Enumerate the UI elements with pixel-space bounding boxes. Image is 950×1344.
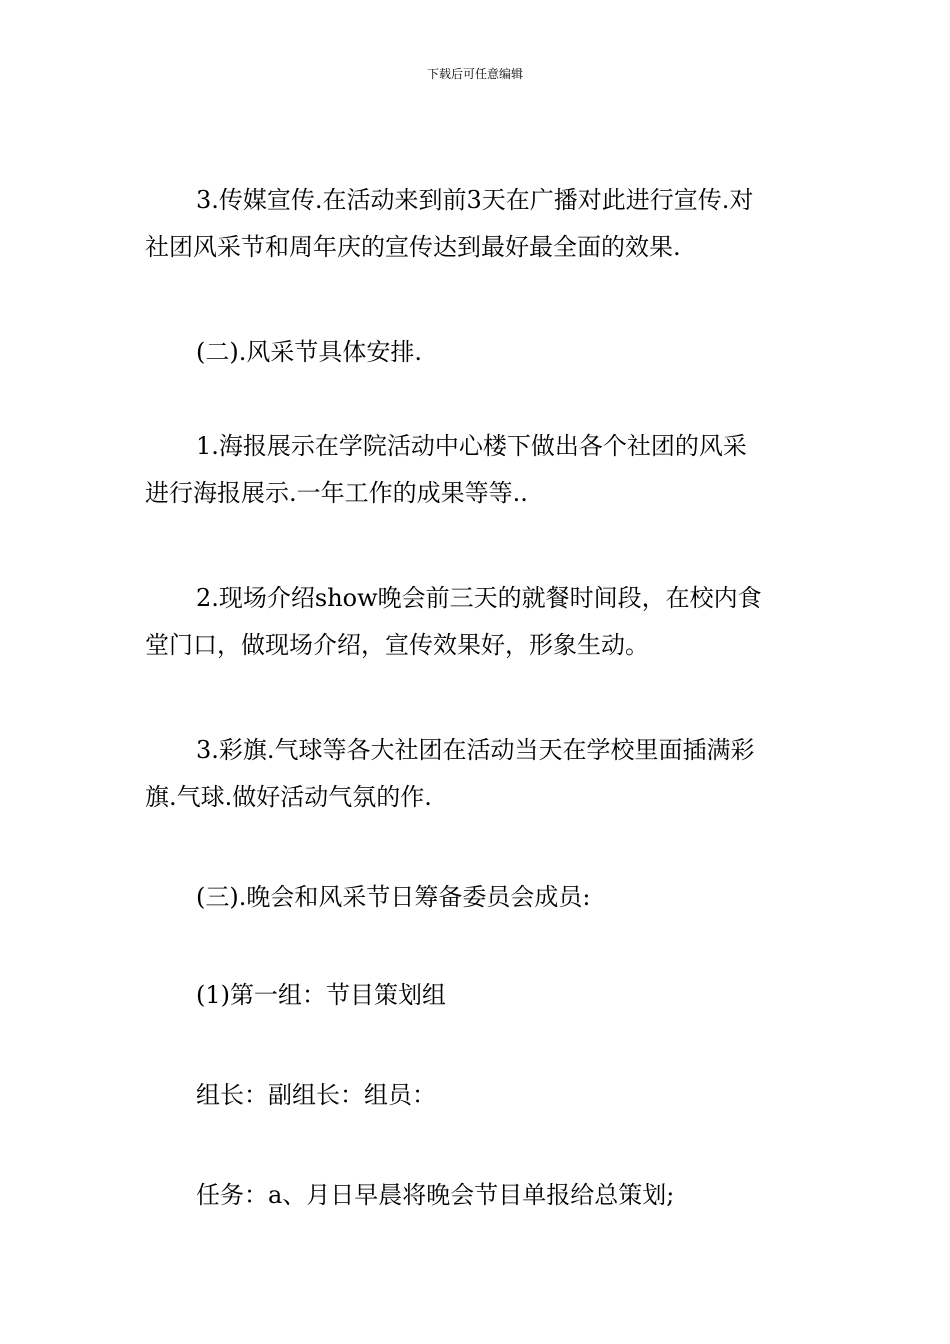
paragraph-line: (二).风采节具体安排. (196, 338, 422, 366)
paragraph-live-introduction (145, 575, 815, 669)
paragraph-line: 旗.气球.做好活动气氛的作. (145, 783, 432, 811)
paragraph-line: 任务：a、月日早晨将晚会节目单报给总策划; (196, 1181, 675, 1209)
paragraph-poster-display (145, 423, 815, 517)
paragraph-line: 进行海报展示.一年工作的成果等等.. (145, 479, 528, 507)
paragraph-flags-balloons (145, 727, 815, 821)
paragraph-line: 2.现场介绍show晚会前三天的就餐时间段，在校内食 (196, 584, 762, 612)
paragraph-line: 3.传媒宣传.在活动来到前3天在广播对此进行宣传.对 (196, 186, 754, 214)
page-header: 下载后可任意编辑 (426, 67, 523, 81)
group-members (145, 1072, 815, 1119)
paragraph-line: 堂门口，做现场介绍，宣传效果好，形象生动。 (145, 631, 649, 659)
paragraph-line: 社团风采节和周年庆的宣传达到最好最全面的效果. (145, 233, 681, 261)
group-task (145, 1172, 815, 1219)
paragraph-line: (三).晚会和风采节日筹备委员会成员: (196, 883, 591, 911)
paragraph-line: 1.海报展示在学院活动中心楼下做出各个社团的风采 (196, 432, 747, 460)
paragraph-line: (1)第一组：节目策划组 (196, 981, 446, 1009)
section-heading-committee (145, 874, 815, 921)
group-title-program-planning (145, 972, 815, 1019)
paragraph-line: 3.彩旗.气球等各大社团在活动当天在学校里面插满彩 (196, 736, 755, 764)
paragraph-media-promotion (145, 177, 815, 271)
section-heading-schedule (145, 329, 815, 376)
paragraph-line: 组长：副组长：组员： (196, 1081, 436, 1109)
